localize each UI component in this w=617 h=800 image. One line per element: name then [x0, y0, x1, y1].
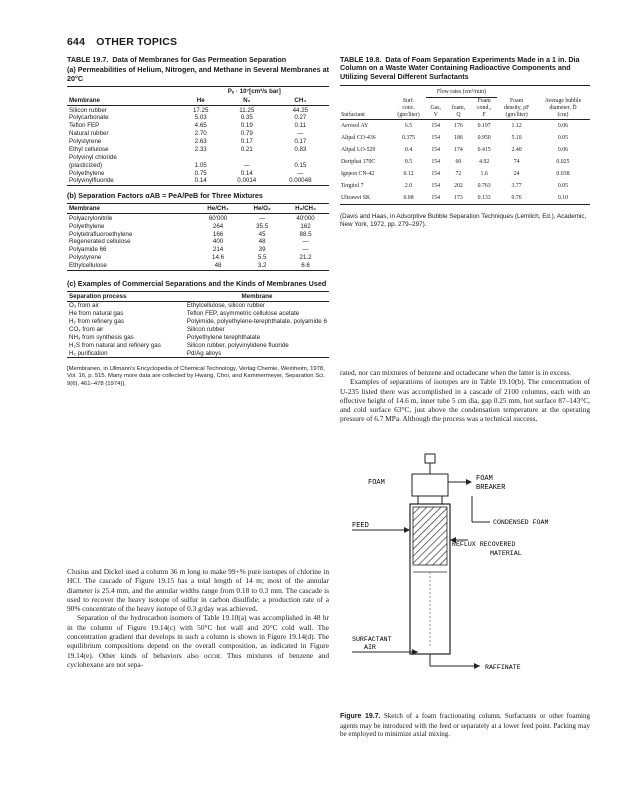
cell-value: — — [243, 161, 250, 169]
cell-value: 264 — [212, 222, 224, 230]
col-header: (cm) — [557, 112, 569, 119]
cell-value: 24 — [513, 170, 520, 177]
table-label: TABLE 19.7. — [67, 55, 109, 64]
cell-value: 0.14 — [194, 177, 207, 185]
row-label: H₂ purification — [69, 349, 108, 357]
table-row — [67, 230, 329, 238]
cell-value: 162 — [300, 222, 311, 230]
cell-value: 0.35 — [240, 114, 253, 122]
cell-value: 35.5 — [256, 222, 269, 230]
cell-value: 0.06 — [557, 146, 569, 153]
row-label: Tergitol 7 — [341, 182, 364, 189]
cell-value: 40'000 — [296, 214, 315, 222]
cell-value: 186 — [454, 134, 463, 141]
figure-label: Figure 19.7. — [340, 713, 381, 720]
col-header: (gm/liter) — [505, 112, 528, 119]
col-header: foam, — [451, 104, 466, 111]
cell-value: 5.10 — [511, 134, 522, 141]
table-row — [340, 180, 590, 192]
table-row — [67, 262, 329, 270]
figure-caption-text: Sketch of a foam fractionating column. Surfactants or other foaming agents may be introduced with the feed or separately at a lower feed point. Packing may be employed to minimize axial mixing. — [340, 712, 590, 739]
foam-separation-table — [340, 85, 590, 205]
col-header: Gas, — [430, 104, 441, 111]
cell-value: 214 — [212, 246, 224, 254]
row-label: Polyethylene — [69, 222, 105, 230]
right-body-text — [340, 368, 590, 424]
col-header: cond., — [477, 104, 492, 111]
table-row — [67, 326, 329, 334]
cell-value: Ethylcellulose, silicon rubber — [186, 302, 265, 310]
col-header: diameter, D̄ — [549, 104, 577, 111]
col-header — [67, 87, 180, 97]
table-row — [340, 144, 590, 156]
cell-value: 0.038 — [556, 170, 570, 177]
cell-value: 44.25 — [292, 106, 309, 114]
cell-value: Silicon rubber, polyvinylidene fluoride — [186, 341, 289, 349]
cell-value: 48 — [214, 262, 222, 270]
cell-value: 11.25 — [239, 106, 255, 114]
cell-value: — — [297, 169, 304, 177]
col-header: density, ρF — [503, 104, 530, 111]
col-header: He — [196, 97, 205, 105]
cell-value: — — [302, 238, 309, 246]
row-label: He from natural gas — [69, 310, 124, 318]
cell-value: 0.76 — [511, 194, 522, 201]
col-header: (gm/liter) — [397, 112, 420, 119]
paragraph: Clusius and Dickel used a column 36 m long to make 99+% pure isotopes of chlorine in HCl. The cascade of Figure 19.15 has a total length of 14 m; most of the annular diameter is 25.4 mm, and the annular widths range from 0.18 to 0.3 mm. The cascade is used to recover the heavy isotope of sulfur in carbon disulfide; a production rate of a 90% concentrate of the heavy isotope of 0.3 g/day was achieved. — [67, 567, 329, 614]
cell-value: 4.92 — [479, 158, 490, 165]
row-label: Polytetrafluoroethylene — [69, 230, 133, 238]
cell-value: 0.11 — [294, 122, 307, 130]
cell-value: 0.08 — [403, 194, 414, 201]
cell-value: 0.375 — [402, 134, 416, 141]
table-row — [67, 222, 329, 230]
foam-label: FOAM — [368, 479, 385, 487]
reflux-label: REFLUX RECOVERED — [452, 541, 516, 548]
col-header: He/CH₄ — [207, 205, 229, 213]
cell-value: 0.763 — [477, 182, 491, 189]
cell-value: 154 — [431, 194, 441, 201]
cell-value: 1.6 — [480, 170, 488, 177]
row-label: O₂ from air — [69, 302, 99, 310]
row-label: NH₃ from synthesis gas — [69, 333, 134, 341]
table-source: (Davis and Haas, in Adsorptive Bubble Separation Techniques (Lemlich, Ed.), Academic, New York, 1972, pp. 279–297). — [340, 213, 587, 229]
cell-value: 0.15 — [294, 161, 307, 169]
row-label: CO₂ from air — [69, 325, 104, 333]
cell-value: 0.10 — [557, 194, 569, 201]
row-label: Polystyrene — [69, 138, 102, 146]
col-header: Q — [456, 112, 461, 119]
arrow-icon — [404, 527, 410, 533]
col-header: Membrane — [241, 292, 273, 300]
left-column — [67, 56, 329, 388]
arrow-icon — [474, 663, 480, 669]
col-header: Membrane — [69, 97, 100, 105]
cell-value: 48 — [258, 238, 266, 246]
cell-value: 154 — [431, 158, 441, 165]
col-header: N₂ — [243, 97, 251, 105]
cell-value: 0.27 — [294, 114, 307, 122]
cell-value: 0.00048 — [289, 177, 312, 185]
cell-value: 2.63 — [194, 138, 207, 146]
row-label: Silicon rubber — [69, 106, 107, 114]
reflux-label: MATERIAL — [490, 550, 522, 557]
foam-section — [413, 507, 447, 565]
col-header: H₂/CH₄ — [295, 205, 316, 213]
table-row — [67, 238, 329, 246]
group-header: Flow rates (cm³/min) — [426, 86, 498, 97]
row-label: Aerosol AY — [341, 122, 369, 129]
cell-value: 0.0014 — [237, 177, 257, 185]
cell-value: 400 — [212, 238, 224, 246]
row-label: Polycarbonate — [69, 114, 109, 122]
cell-value: 0.05 — [557, 182, 569, 189]
cell-value: 154 — [431, 122, 441, 129]
col-header: F — [482, 112, 486, 119]
cell-value: 60'000 — [208, 214, 228, 222]
table-row — [67, 310, 329, 318]
table-row — [67, 177, 329, 185]
table-footnote: [Membranen, in Ullmann's Encyclopedia of Chemical Technology, Verlag Chemie, Weinheim, 1978, Vol. 16, p. 515. Many more data are collected by Hwang, Choi, and Kammermeyer, Separation Sci. 9(6), 461–478 (1974)]. — [67, 366, 326, 387]
cell-value: 4.65 — [194, 122, 207, 130]
table-row — [67, 114, 329, 122]
col-header: He/O₂ — [253, 205, 271, 213]
cell-value: 45 — [258, 230, 266, 238]
section-title: OTHER TOPICS — [96, 36, 178, 48]
col-header: Membrane — [69, 205, 100, 213]
cell-value: 0.75 — [194, 169, 207, 177]
table-row — [67, 341, 329, 349]
table-row — [67, 214, 329, 222]
cell-value: 154 — [431, 170, 441, 177]
table-row — [67, 122, 329, 130]
cell-value: 5.5 — [257, 254, 267, 262]
table-row — [340, 168, 590, 180]
table-row — [67, 169, 329, 177]
cell-value: 0.12 — [403, 170, 414, 177]
cell-value: 0.133 — [477, 194, 491, 201]
page-number: 644 — [67, 36, 86, 48]
cell-value: 0.21 — [240, 145, 253, 153]
table-row — [340, 192, 590, 205]
cell-value: 0.14 — [240, 169, 253, 177]
cell-value: — — [297, 130, 304, 138]
cell-value: 0.06 — [557, 122, 569, 129]
cell-value — [180, 153, 222, 161]
table-title: Data of Membranes for Gas Permeation Separation — [112, 55, 287, 64]
col-header: Foam — [477, 97, 491, 104]
condensed-foam-label: CONDENSED FOAM — [493, 519, 549, 526]
cell-value: 154 — [431, 182, 441, 189]
foam-breaker-label: BREAKER — [476, 484, 506, 492]
row-label: (plasticized) — [69, 161, 103, 169]
row-label: Polyvinylfluoride — [69, 177, 114, 185]
table-title: Data of Foam Separation Experiments Made in a 1 in. Dia Column on a Waste Water Containing Radioactive Components and Utilizing Several Different Surfactants — [340, 55, 580, 81]
paragraph: Separation of the hydrocarbon isomers of Table 19.10(a) was accomplished in 48 hr in the column of Figure 19.14(c) with 50°C hot wall and 20°C cold wall. The concentration gradient that develops in such a column is shown in Figure 19.14(d). The equilibrium compositions depend on the overall composition, as indicated in Figure 19.14(e). Other kinds of behaviors also occur. Thus mixtures of benzene and cyclohexane are not sepa- — [67, 613, 329, 669]
col-header: Average bubble — [544, 97, 582, 104]
row-label: Polyamide 66 — [69, 246, 107, 254]
cell-value: 202 — [454, 182, 463, 189]
left-body-text — [67, 567, 329, 669]
surfactant-label: SURFACTANT — [352, 636, 392, 643]
cell-value: 88.5 — [299, 230, 312, 238]
feed-label: FEED — [352, 522, 369, 530]
row-label: Deriphat 170C — [341, 158, 376, 165]
row-label: Ethyl cellulose — [69, 145, 109, 153]
cell-value: 174 — [454, 146, 463, 153]
paragraph: Examples of separations of isotopes are in Table 19.10(b). The concentration of U-235 listed there was accomplished in a cascade of 2100 columns, each with an effective height of 14.6 m, inner tube 5 cm dia, gap 0.25 mm, hot surface 87–143°C, and cold surface 63°C, just above the condensation temperature at the operating pressure of 6.7 MPa. Although the process was a technical success, — [340, 377, 590, 424]
table-row — [67, 318, 329, 326]
cell-value — [272, 153, 329, 161]
cell-value: 0.5 — [404, 158, 413, 165]
row-label: Polyacrylonitrile — [69, 214, 113, 222]
cell-value: 154 — [431, 146, 441, 153]
table-row — [67, 161, 329, 169]
cell-value: 6.5 — [404, 122, 413, 129]
cell-value: 17.25 — [192, 106, 209, 114]
table-19-7b-title: (b) Separation Factors αAB = PeA/PeB for Three Mixtures — [67, 190, 263, 200]
cell-value: Polyimide, polyethylene-terephthalate, polyamide 6 — [186, 318, 327, 326]
air-label: AIR — [364, 644, 376, 651]
col-header: conc. — [402, 104, 415, 111]
cell-value: 173 — [454, 194, 463, 201]
foam-breaker-label: FOAM — [476, 475, 493, 483]
table-row — [340, 132, 590, 144]
cell-value: 0.415 — [477, 146, 491, 153]
row-label: Teflon FEP — [69, 122, 100, 130]
cell-value: 21.2 — [299, 254, 312, 262]
cell-value: 6.6 — [301, 262, 310, 270]
raffinate-label: RAFFINATE — [485, 664, 521, 671]
table-row — [67, 333, 329, 341]
right-column — [340, 56, 590, 229]
cell-value: 39 — [258, 246, 266, 254]
column-neck — [418, 496, 442, 504]
cell-value: 0.19 — [240, 122, 253, 130]
cell-value: 60 — [455, 158, 462, 165]
table-row — [67, 153, 329, 161]
paragraph: rated, nor can mixtures of benzene and octadecane when the latter is in excess. — [340, 368, 572, 377]
cell-value: — — [302, 246, 309, 254]
row-label: Ultrawet SK — [341, 194, 371, 201]
row-label: Alipal LO-529 — [341, 146, 376, 153]
cell-value: 14.6 — [212, 254, 225, 262]
cell-value: 74 — [513, 158, 520, 165]
cell-value: — — [259, 214, 266, 222]
table-label: TABLE 19.8. — [340, 55, 382, 64]
row-label: Ethylcellulose — [69, 262, 107, 270]
table-row — [340, 120, 590, 133]
table-row — [67, 106, 329, 114]
cell-value: 0.950 — [477, 134, 491, 141]
cell-value: 1.12 — [511, 122, 522, 129]
col-header: V — [433, 112, 438, 119]
figure-caption — [340, 712, 590, 739]
table-row — [67, 301, 329, 309]
row-label: H₂S from natural and refinery gas — [69, 341, 161, 349]
cell-value: 0.197 — [477, 122, 491, 129]
row-label: Natural rubber — [69, 130, 109, 138]
table-row — [67, 146, 329, 154]
cell-value: 3.2 — [257, 262, 267, 270]
row-label: Polyethylene — [69, 169, 105, 177]
cell-value: 2.0 — [404, 182, 413, 189]
cell-value: Teflon FEP, asymmetric cellulose acetate — [186, 310, 300, 318]
table-row — [67, 246, 329, 254]
table-row — [67, 138, 329, 146]
row-label: Polystyrene — [69, 254, 102, 262]
table-19-7-caption — [67, 56, 329, 64]
cell-value: 0.79 — [240, 130, 253, 138]
row-label: Regenerated cellulose — [69, 238, 131, 246]
cell-value: 176 — [454, 122, 463, 129]
table-19-7a-title: (a) Permeabilities of Helium, Nitrogen, and Methane in Several Membranes at 20°C — [67, 65, 330, 83]
col-header: Foam — [510, 97, 524, 104]
col-header: Separation process — [69, 292, 127, 300]
row-label: Igepon CN-42 — [341, 170, 375, 177]
cell-value: Silicon rubber — [186, 325, 225, 333]
col-header: Surf. — [402, 97, 415, 104]
cell-value: 2.33 — [194, 145, 207, 153]
cell-value: 72 — [455, 170, 462, 177]
table-row — [67, 254, 329, 262]
cell-value: 2.70 — [194, 130, 207, 138]
row-label: Polyvinyl chloride — [69, 153, 117, 161]
arrow-icon — [466, 479, 472, 485]
cell-value: 1.05 — [194, 161, 207, 169]
table-19-7c-title: (c) Examples of Commercial Separations and the Kinds of Membranes Used — [67, 278, 327, 288]
table-row — [67, 349, 329, 357]
table-19-8-caption — [340, 56, 590, 81]
table-row — [67, 130, 329, 138]
cell-value: 0.05 — [557, 134, 569, 141]
col-header: Surfactant — [341, 112, 365, 119]
cell-value: 166 — [212, 230, 224, 238]
cell-value: Polyethylene terephthalate — [186, 333, 261, 341]
cell-value: 3.77 — [511, 182, 522, 189]
table-row — [340, 156, 590, 168]
separation-factor-table — [67, 203, 329, 270]
cell-value: 0.025 — [556, 158, 570, 165]
cell-value: 0.17 — [240, 138, 253, 146]
permeability-table — [67, 86, 329, 186]
row-label: H₂ from refinery gas — [69, 318, 125, 326]
cell-value: 2.40 — [511, 146, 522, 153]
col-header: CH₄ — [294, 97, 307, 105]
cell-value — [222, 153, 272, 161]
foam-column-figure — [340, 452, 600, 720]
breaker-housing — [412, 474, 448, 496]
cell-value: 0.17 — [294, 138, 307, 146]
cell-value: 5.03 — [194, 114, 207, 122]
unit-header: Pₑ · 10⁷[cm²/s bar] — [227, 88, 281, 96]
cell-value: 154 — [431, 134, 441, 141]
cell-value: 0.83 — [294, 145, 307, 153]
row-label: Alipal CO-436 — [341, 134, 376, 141]
cell-value: 0.4 — [404, 146, 413, 153]
motor-box — [425, 454, 435, 463]
commercial-separations-table — [67, 291, 329, 358]
running-head — [67, 36, 177, 48]
cell-value: Pd/Ag alloys — [186, 349, 222, 357]
